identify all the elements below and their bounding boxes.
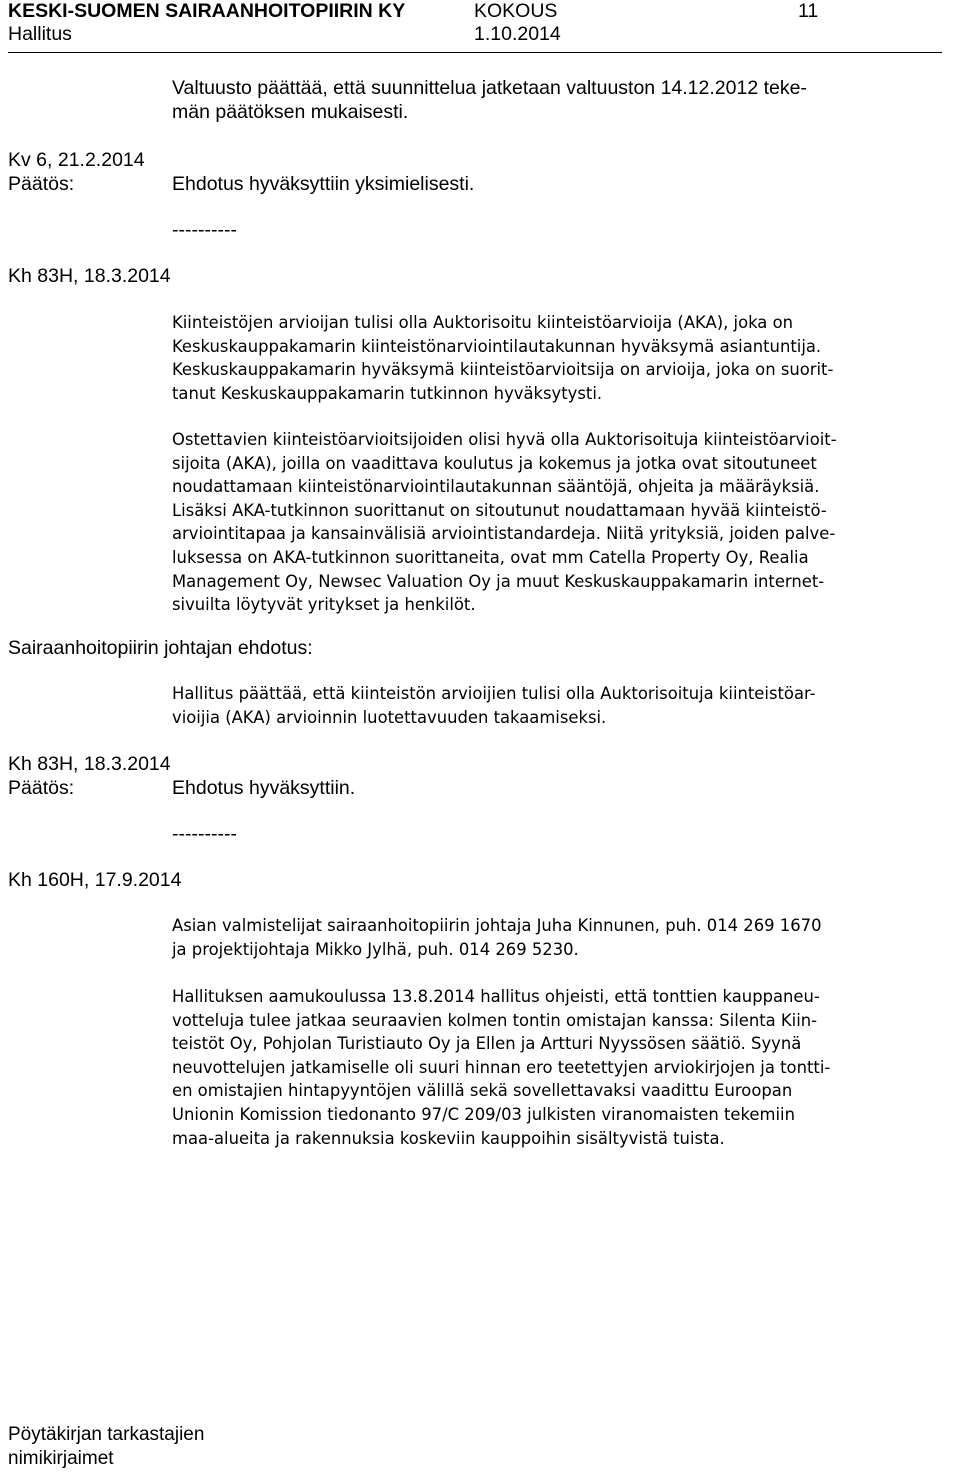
paragraph-line: neuvottelujen jatkamiselle oli suuri hinnan ero teetettyjen arviokirjojen ja tontti- bbox=[172, 1057, 831, 1077]
paragraph-line: vioijia (AKA) arvioinnin luotettavuuden takaamiseksi. bbox=[172, 707, 607, 727]
footer-line-2: nimikirjaimet bbox=[8, 1448, 114, 1469]
paragraph-line: en omistajien hintapyyntöjen välillä sekä sovellettavaksi vaadittu Euroopan bbox=[172, 1081, 793, 1101]
paragraph-line: noudattamaan kiinteistönarviointilautakunnan sääntöjä, ohjeita ja määräyksiä. bbox=[172, 477, 820, 497]
paragraph-3 bbox=[172, 682, 942, 729]
separator: ---------- bbox=[172, 823, 237, 845]
page-number: 11 bbox=[798, 0, 819, 22]
paragraph-line: Hallituksen aamukoulussa 13.8.2014 hallitus ohjeisti, että tonttien kauppaneu- bbox=[172, 987, 820, 1006]
paragraph-line: teistöt Oy, Pohjolan Turistiauto Oy ja Ellen ja Artturi Nyyssösen säätiö. Syynä bbox=[172, 1034, 802, 1054]
meeting-type: KOKOUS bbox=[474, 0, 558, 22]
paragraph-line: ja projektijohtaja Mikko Jylhä, puh. 014 269 5230. bbox=[172, 939, 579, 959]
decision-label: Päätös: bbox=[8, 777, 75, 799]
paragraph-line: Hallitus päättää, että kiinteistön arvioijien tulisi olla Auktorisoituja kiinteistöar- bbox=[172, 684, 816, 703]
separator: ---------- bbox=[172, 219, 237, 241]
organization-name: KESKI-SUOMEN SAIRAANHOITOPIIRIN KY bbox=[8, 0, 406, 22]
paragraph-line: Management Oy, Newsec Valuation Oy ja muut Keskuskauppakamarin internet- bbox=[172, 571, 825, 591]
intro-paragraph bbox=[172, 76, 942, 124]
paragraph-line: votteluja tulee jatkaa seuraavien kolmen tontin omistajan kanssa: Silenta Kiin- bbox=[172, 1010, 818, 1030]
decision-text: Ehdotus hyväksyttiin yksimielisesti. bbox=[172, 173, 475, 195]
paragraph-line: Keskuskauppakamarin hyväksymä kiinteistöarvioitsija on arvioija, joka on suorit- bbox=[172, 360, 834, 380]
paragraph-line: Unionin Komission tiedonanto 97/C 209/03 julkisten viranomaisten tekemiin bbox=[172, 1104, 795, 1124]
paragraph-line: maa-alueita ja rakennuksia koskeviin kauppoihin sisältyvistä tuista. bbox=[172, 1128, 725, 1148]
kh83-ref: Kh 83H, 18.3.2014 bbox=[8, 265, 171, 287]
paragraph-line: Asian valmistelijat sairaanhoitopiirin johtaja Juha Kinnunen, puh. 014 269 1670 bbox=[172, 916, 822, 935]
paragraph-line: tanut Keskuskauppakamarin tutkinnon hyväksytysti. bbox=[172, 383, 603, 403]
paragraph-line: arviointitapaa ja kansainvälisiä arviointistandardeja. Niitä yrityksiä, joiden palve- bbox=[172, 524, 836, 544]
kh83-decision-ref: Kh 83H, 18.3.2014 bbox=[8, 753, 171, 775]
paragraph-line: Lisäksi AKA-tutkinnon suorittanut on sitoutunut noudattamaan hyvää kiinteistö- bbox=[172, 500, 827, 520]
kh160-ref: Kh 160H, 17.9.2014 bbox=[8, 869, 182, 891]
paragraph-5 bbox=[172, 985, 942, 1150]
paragraph-1 bbox=[172, 311, 942, 405]
paragraph-line: sijoita (AKA), joilla on vaadittava koulutus ja kokemus ja jotka ovat sitoutuneet bbox=[172, 453, 817, 473]
paragraph-4 bbox=[172, 914, 942, 961]
paragraph-line: Kiinteistöjen arvioijan tulisi olla Auktorisoitu kiinteistöarvioija (AKA), joka on bbox=[172, 313, 793, 332]
paragraph-line: Keskuskauppakamarin kiinteistönarviointilautakunnan hyväksymä asiantuntija. bbox=[172, 336, 822, 356]
paragraph-line: luksessa on AKA-tutkinnon suorittaneita, ovat mm Catella Property Oy, Realia bbox=[172, 547, 809, 567]
decision-label: Päätös: bbox=[8, 173, 75, 195]
body-name: Hallitus bbox=[8, 23, 72, 45]
header-rule bbox=[8, 52, 942, 53]
meeting-date: 1.10.2014 bbox=[474, 23, 561, 45]
kv6-ref: Kv 6, 21.2.2014 bbox=[8, 149, 145, 171]
footer-line-1: Pöytäkirjan tarkastajien bbox=[8, 1424, 205, 1445]
intro-line: män päätöksen mukaisesti. bbox=[172, 101, 409, 123]
paragraph-line: Ostettavien kiinteistöarvioitsijoiden olisi hyvä olla Auktorisoituja kiinteistöarvioit- bbox=[172, 430, 837, 449]
intro-line: Valtuusto päättää, että suunnittelua jatketaan valtuuston 14.12.2012 teke- bbox=[172, 77, 807, 99]
proposal-heading: Sairaanhoitopiirin johtajan ehdotus: bbox=[8, 637, 313, 659]
paragraph-2 bbox=[172, 428, 942, 617]
decision-text: Ehdotus hyväksyttiin. bbox=[172, 777, 356, 799]
paragraph-line: sivuilta löytyvät yritykset ja henkilöt. bbox=[172, 595, 476, 615]
